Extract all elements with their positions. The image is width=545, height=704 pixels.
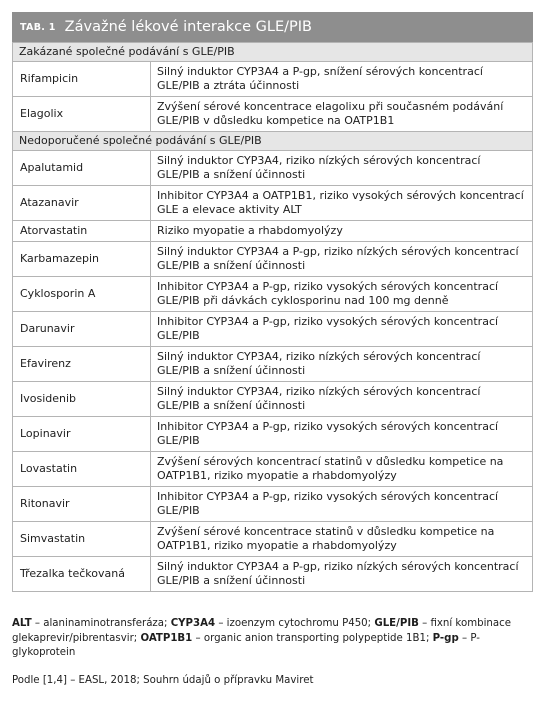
drug-name-cell: Darunavir: [13, 312, 151, 347]
interactions-table: [12, 42, 533, 592]
interaction-effect-cell: Silný induktor CYP3A4, riziko nízkých sérových koncentrací GLE/PIB a snížení účinnosti: [151, 382, 533, 417]
section-header-row: [13, 43, 533, 62]
abbreviation-definition: – izoenzym cytochromu P450;: [215, 618, 375, 629]
interaction-effect-cell: Inhibitor CYP3A4 a P-gp, riziko vysokých sérových koncentrací GLE/PIB: [151, 417, 533, 452]
drug-name-cell: Efavirenz: [13, 347, 151, 382]
section-header: Zakázané společné podávání s GLE/PIB: [13, 43, 533, 62]
table-row: [13, 522, 533, 557]
table-row: [13, 151, 533, 186]
abbreviation-term: P-gp: [432, 632, 459, 644]
section-header: Nedoporučené společné podávání s GLE/PIB: [13, 132, 533, 151]
interaction-effect-cell: Silný induktor CYP3A4 a P-gp, snížení sérových koncentrací GLE/PIB a ztráta účinnosti: [151, 62, 533, 97]
drug-name-cell: Lovastatin: [13, 452, 151, 487]
table-row: [13, 312, 533, 347]
table-row: [13, 242, 533, 277]
drug-name-cell: Simvastatin: [13, 522, 151, 557]
abbreviations-footnote: [12, 617, 533, 661]
drug-name-cell: Ritonavir: [13, 487, 151, 522]
interaction-effect-cell: Inhibitor CYP3A4 a OATP1B1, riziko vysokých sérových koncentrací GLE a elevace aktivity ALT: [151, 186, 533, 221]
interactions-table-container: [12, 12, 533, 592]
drug-name-cell: Ivosidenib: [13, 382, 151, 417]
abbreviation-term: ALT: [12, 618, 32, 629]
table-row: [13, 277, 533, 312]
table-title: Závažné lékové interakce GLE/PIB: [64, 19, 313, 35]
table-row: [13, 557, 533, 592]
abbreviation-term: OATP1B1: [140, 632, 193, 644]
table-row: [13, 221, 533, 242]
table-row: [13, 452, 533, 487]
table-row: [13, 347, 533, 382]
drug-name-cell: Rifampicin: [13, 62, 151, 97]
drug-name-cell: Třezalka tečkovaná: [13, 557, 151, 592]
table-row: [13, 62, 533, 97]
table-title-bar: [12, 12, 533, 42]
abbreviation-definition: – alaninaminotransferáza;: [31, 618, 171, 629]
drug-name-cell: Elagolix: [13, 97, 151, 132]
drug-name-cell: Atazanavir: [13, 186, 151, 221]
source-note: Podle [1,4] – EASL, 2018; Souhrn údajů o přípravku Maviret: [12, 675, 314, 686]
drug-name-cell: Cyklosporin A: [13, 277, 151, 312]
abbreviation-term: GLE/PIB: [374, 618, 419, 629]
table-row: [13, 382, 533, 417]
interactions-table-body: [13, 43, 533, 592]
abbreviation-term: CYP3A4: [170, 618, 216, 629]
table-row: [13, 97, 533, 132]
interaction-effect-cell: Zvýšení sérové koncentrace statinů v důsledku kompetice na OATP1B1, riziko myopatie a rhabdomyolýzy: [151, 522, 533, 557]
abbreviation-definition: – organic anion transporting polypeptide 1B1;: [192, 632, 433, 644]
table-row: [13, 417, 533, 452]
section-header-row: [13, 132, 533, 151]
interaction-effect-cell: Zvýšení sérové koncentrace elagolixu při současném podávání GLE/PIB v důsledku kompetice na OATP1B1: [151, 97, 533, 132]
drug-name-cell: Apalutamid: [13, 151, 151, 186]
interaction-effect-cell: Silný induktor CYP3A4, riziko nízkých sérových koncentrací GLE/PIB a snížení účinnosti: [151, 151, 533, 186]
interaction-effect-cell: Riziko myopatie a rhabdomyolýzy: [151, 221, 533, 242]
interaction-effect-cell: Zvýšení sérových koncentrací statinů v důsledku kompetice na OATP1B1, riziko myopatie a rhabdomyolýzy: [151, 452, 533, 487]
interaction-effect-cell: Inhibitor CYP3A4 a P-gp, riziko vysokých sérových koncentrací GLE/PIB při dávkách cyklosporinu nad 100 mg denně: [151, 277, 533, 312]
drug-name-cell: Karbamazepin: [13, 242, 151, 277]
drug-name-cell: Atorvastatin: [13, 221, 151, 242]
interaction-effect-cell: Inhibitor CYP3A4 a P-gp, riziko vysokých sérových koncentrací GLE/PIB: [151, 487, 533, 522]
interaction-effect-cell: Silný induktor CYP3A4 a P-gp, riziko nízkých sérových koncentrací GLE/PIB a snížení účinnosti: [151, 557, 533, 592]
table-row: [13, 487, 533, 522]
abbreviation-definition: – P-glykoprotein: [12, 632, 480, 658]
table-row: [13, 186, 533, 221]
interaction-effect-cell: Silný induktor CYP3A4 a P-gp, riziko nízkých sérových koncentrací GLE/PIB a snížení účinnosti: [151, 242, 533, 277]
table-label: TAB. 1: [20, 21, 56, 33]
interaction-effect-cell: Silný induktor CYP3A4, riziko nízkých sérových koncentrací GLE/PIB a snížení účinnosti: [151, 347, 533, 382]
abbreviation-definition: – fixní kombinace glekaprevir/pibrentasvir;: [12, 618, 511, 644]
drug-name-cell: Lopinavir: [13, 417, 151, 452]
interaction-effect-cell: Inhibitor CYP3A4 a P-gp, riziko vysokých sérových koncentrací GLE/PIB: [151, 312, 533, 347]
